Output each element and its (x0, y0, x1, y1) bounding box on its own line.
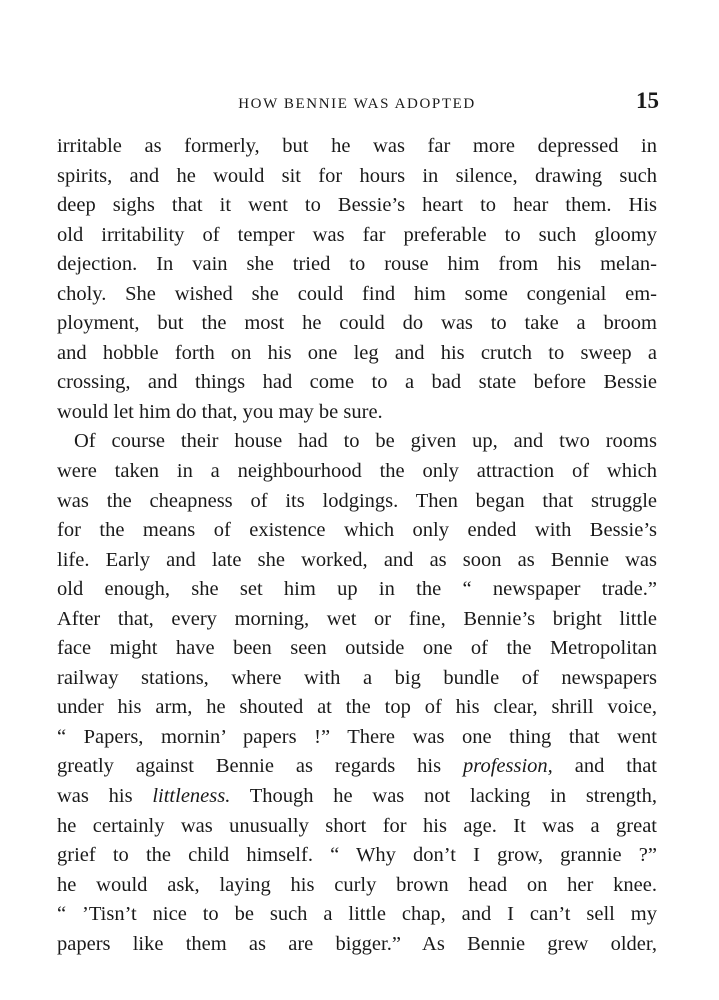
running-head (55, 88, 659, 118)
text-line: life. Early and late she worked, and as soon as Bennie was (57, 548, 657, 571)
text-line (57, 782, 657, 812)
text-line: railway stations, where with a big bundle of newspapers (57, 666, 657, 689)
page-number: 15 (636, 88, 659, 113)
text-line: papers like them as are bigger.” As Bennie grew older, (57, 932, 657, 955)
text-line: ployment, but the most he could do was to take a broom (57, 312, 657, 335)
text-line: dejection. In vain she tried to rouse him from his melan- (57, 253, 657, 276)
text-line: was the cheapness of its lodgings. Then began that struggle (57, 489, 657, 512)
text-line: for the means of existence which only ended with Bessie’s (57, 519, 657, 542)
text-line: grief to the child himself. “ Why don’t I grow, grannie ?” (57, 844, 657, 867)
text-line: After that, every morning, wet or fine, Bennie’s bright little (57, 607, 657, 630)
italic-word: profession, (462, 755, 553, 778)
text-line: old enough, she set him up in the “ newspaper trade.” (57, 578, 657, 601)
text-segment: Though he was not lacking in strength, (230, 785, 657, 808)
text-line: and hobble forth on his one leg and his crutch to sweep a (57, 341, 657, 364)
text-segment: and that (552, 755, 657, 778)
text-line: spirits, and he would sit for hours in silence, drawing such (57, 164, 657, 187)
text-line: deep sighs that it went to Bessie’s heart to hear them. His (57, 194, 657, 217)
text-line: “ ’Tisn’t nice to be such a little chap, and I can’t sell my (57, 903, 657, 926)
text-line: face might have been seen outside one of the Metropolitan (57, 637, 657, 660)
text-line: old irritability of temper was far preferable to such gloomy (57, 223, 657, 246)
text-line: he certainly was unusually short for his age. It was a great (57, 814, 657, 837)
body-text (57, 132, 657, 959)
italic-word: littleness. (152, 785, 231, 808)
text-line: choly. She wished she could find him some congenial em- (57, 282, 657, 305)
text-line: he would ask, laying his curly brown head on her knee. (57, 873, 657, 896)
text-line: under his arm, he shouted at the top of his clear, shrill voice, (57, 696, 657, 719)
running-title: HOW BENNIE WAS ADOPTED (238, 96, 476, 112)
text-line (57, 752, 657, 782)
text-line: crossing, and things had come to a bad state before Bessie (57, 371, 657, 394)
text-segment: greatly against Bennie as regards his (57, 755, 463, 778)
paragraph-first-line: Of course their house had to be given up, and two rooms (74, 430, 657, 453)
text-line: irritable as formerly, but he was far more depressed in (57, 135, 657, 157)
text-line: “ Papers, mornin’ papers !” There was one thing that went (57, 725, 657, 748)
paragraph-end-line: would let him do that, you may be sure. (57, 400, 383, 423)
text-line: were taken in a neighbourhood the only attraction of which (57, 460, 657, 483)
text-segment: was his (57, 785, 153, 808)
